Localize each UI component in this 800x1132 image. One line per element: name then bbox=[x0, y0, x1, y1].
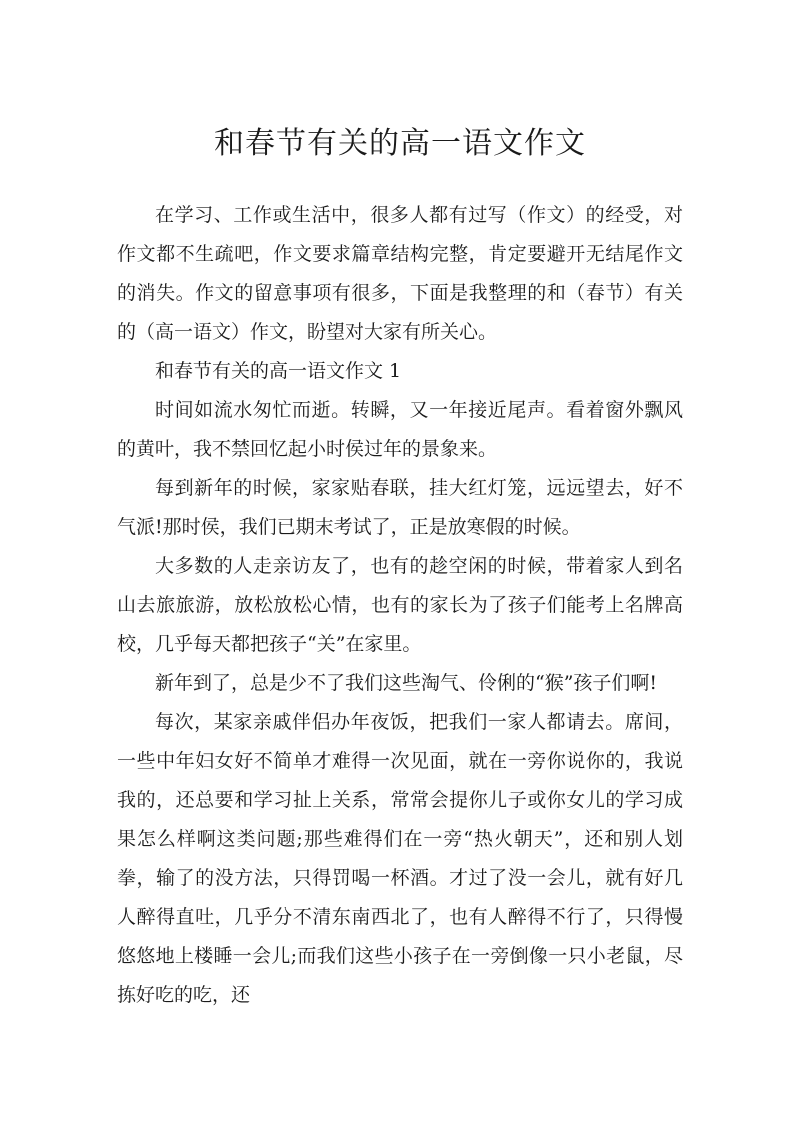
body-paragraph: 每次，某家亲戚伴侣办年夜饭，把我们一家人都请去。席间，一些中年妇女好不简单才难得一次见面，就在一旁你说你的，我说我的，还总要和学习扯上关系，常常会提你儿子或你女儿的学习成果怎么样啊这类问题;那些难得们在一旁“热火朝天”，还和别人划拳，输了的没方法，只得罚喝一杯酒。才过了没一会儿，就有好几人醉得直吐，几乎分不清东南西北了，也有人醉得不行了，只得慢悠悠地上楼睡一会儿;而我们这些小孩子在一旁倒像一只小老鼠，尽拣好吃的吃，还 bbox=[117, 711, 683, 1006]
body-paragraph: 新年到了，总是少不了我们这些淘气、伶俐的“猴”孩子们啊! bbox=[155, 672, 658, 694]
intro-paragraph: 在学习、工作或生活中，很多人都有过写（作文）的经受，对作文都不生疏吧，作文要求篇章结构完整，肯定要避开无结尾作文的消失。作文的留意事项有很多，下面是我整理的和（春节）有关的（高一语文）作文，盼望对大家有所关心。 bbox=[117, 204, 683, 343]
body-paragraph: 时间如流水匆忙而逝。转瞬，又一年接近尾声。看着窗外飘风的黄叶，我不禁回忆起小时侯过年的景象来。 bbox=[117, 399, 683, 460]
essay-subheading: 和春节有关的高一语文作文 1 bbox=[155, 360, 402, 382]
document-title: 和春节有关的高一语文作文 bbox=[214, 126, 586, 161]
body-paragraph: 大多数的人走亲访友了，也有的趁空闲的时候，带着家人到名山去旅旅游，放松放松心情，也有的家长为了孩子们能考上名牌高校，几乎每天都把孩子“关”在家里。 bbox=[117, 555, 683, 655]
document-body bbox=[117, 196, 683, 1015]
body-paragraph: 每到新年的时候，家家贴春联，挂大红灯笼，远远望去，好不气派!那时侯，我们已期末考试了，正是放寒假的时候。 bbox=[117, 477, 683, 538]
